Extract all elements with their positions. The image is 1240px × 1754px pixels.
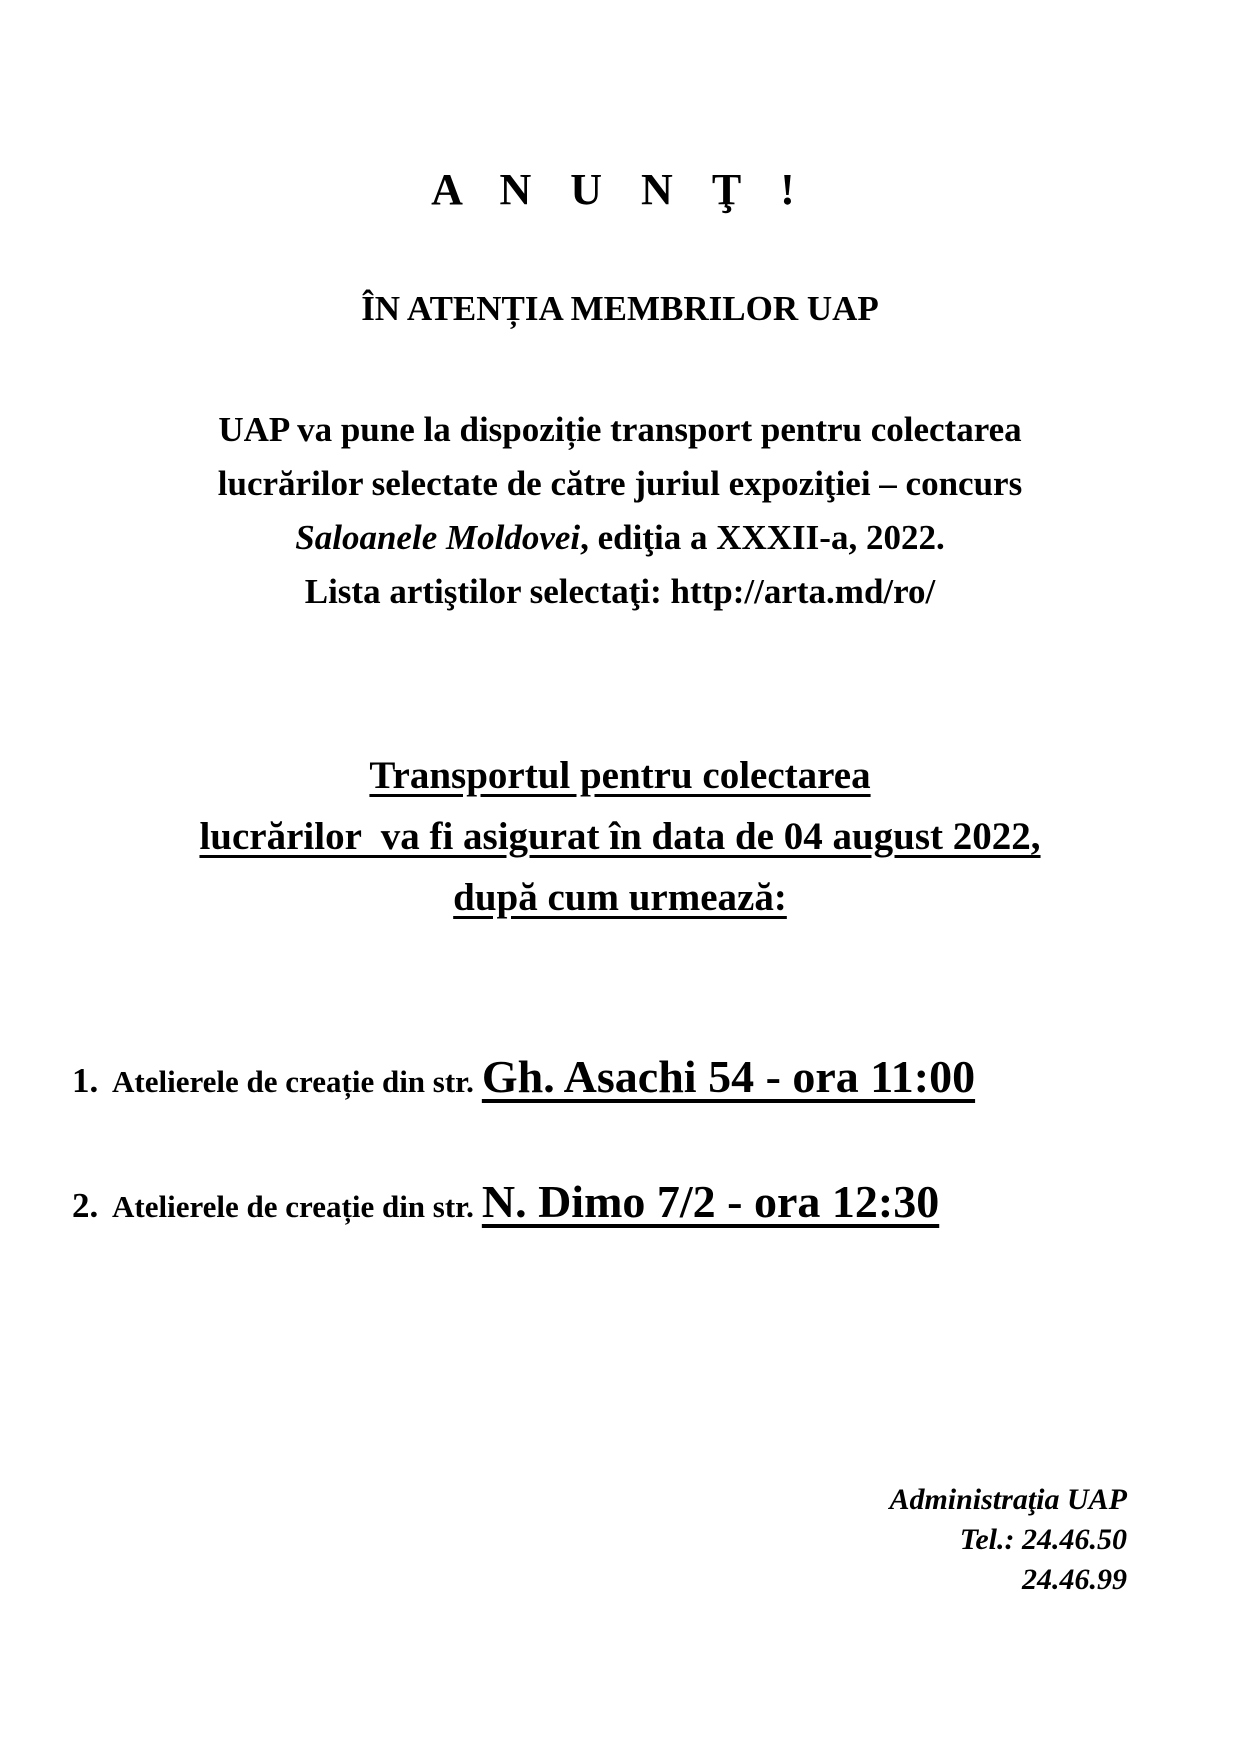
- transport-line-3: după cum urmează:: [453, 876, 787, 919]
- signature-tel: Tel.: 24.46.50: [959, 1523, 1127, 1556]
- transport-heading: [0, 745, 1240, 928]
- intro-line-4: Lista artiştilor selectaţi: http://arta.md/ro/: [304, 572, 936, 611]
- intro-paragraph: [0, 403, 1240, 619]
- signature-org: Administraţia UAP: [889, 1483, 1127, 1516]
- list-item-address: Gh. Asachi 54 - ora 11:00: [481, 1051, 976, 1102]
- intro-line-2: lucrărilor selectate de către juriul expoziţiei – concurs: [217, 464, 1023, 503]
- intro-line-1: UAP va pune la dispoziție transport pentru colectarea: [218, 410, 1022, 449]
- intro-line-3: [0, 511, 1240, 565]
- list-item-number: 1.: [72, 1061, 99, 1100]
- signature-block: [889, 1480, 1127, 1600]
- signature-tel-2: 24.46.99: [1022, 1563, 1127, 1596]
- list-item-prefix: Atelierele de creație din str.: [112, 1189, 474, 1224]
- exhibition-name: Saloanele Moldovei: [295, 518, 581, 557]
- page-subtitle: ÎN ATENȚIA MEMBRILOR UAP: [361, 289, 879, 328]
- transport-line-2: lucrărilor va fi asigurat în data de 04 august 2022,: [199, 815, 1041, 858]
- list-item-prefix: Atelierele de creație din str.: [112, 1064, 474, 1099]
- list-item-number: 2.: [72, 1186, 99, 1225]
- list-item-address: N. Dimo 7/2 - ora 12:30: [481, 1176, 940, 1227]
- page-title: A N U N Ţ !: [431, 165, 809, 214]
- list-item: [72, 1175, 939, 1228]
- edition-text: , ediţia a XXXII-a, 2022.: [580, 518, 945, 557]
- list-item: [72, 1050, 975, 1103]
- transport-line-1: Transportul pentru colectarea: [369, 754, 871, 797]
